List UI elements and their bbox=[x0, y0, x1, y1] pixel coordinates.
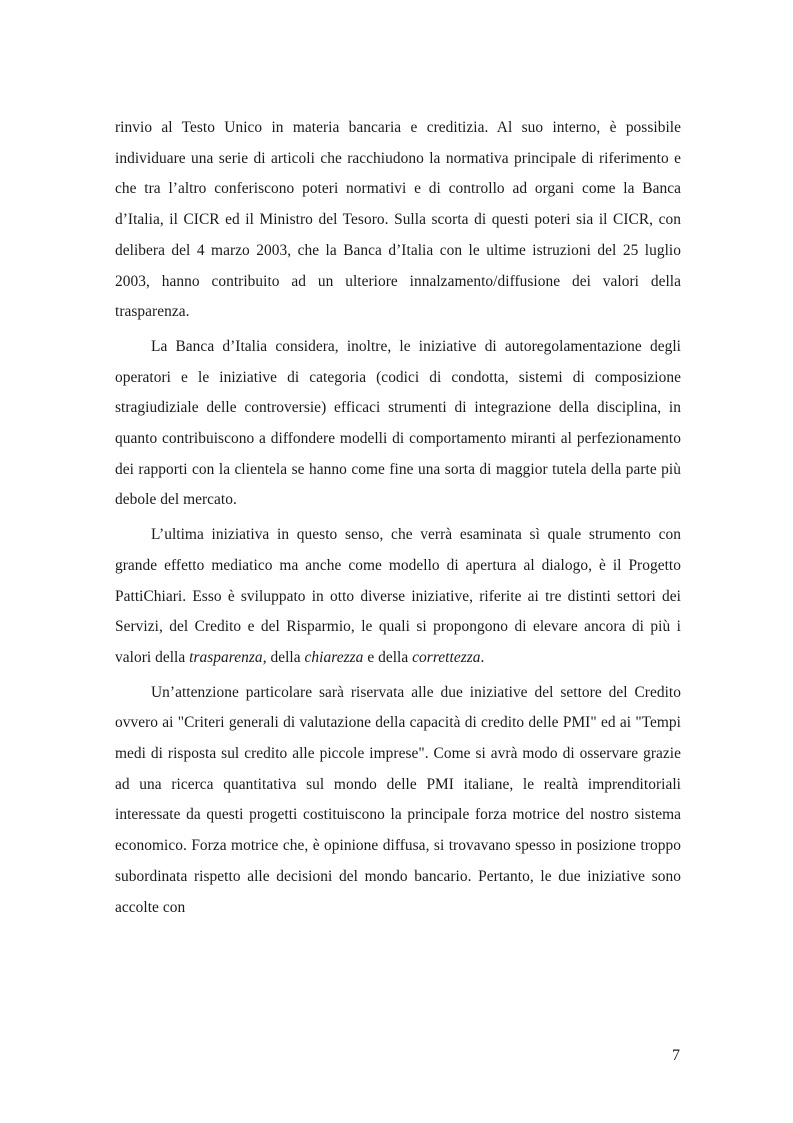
text-run: . bbox=[480, 648, 485, 666]
text-run: La Banca d’Italia considera, inoltre, le iniziative di autoregolamentazione degli operatori e le iniziative di categoria (codici di condotta, sistemi di composizione stragiudiziale delle controversie) efficaci strumenti di integrazione della disciplina, in quanto contribuiscono a diffondere modelli di comportamento miranti al perfezionamento dei rapporti con la clientela se hanno come fine una sorta di maggior tutela della parte più debole del mercato. bbox=[115, 337, 681, 509]
text-run: L’ultima iniziativa in questo senso, che verrà esaminata sì quale strumento con grande effetto mediatico ma anche come modello di apertura al dialogo, è il Progetto PattiChiari. Esso è sviluppato in otto diverse iniziative, riferite ai tre distinti settori dei Servizi, del Credito e del Risparmio, le quali si propongono di elevare ancora di più i valori della bbox=[115, 526, 681, 666]
paragraph-3 bbox=[115, 520, 681, 674]
italic-term: correttezza bbox=[412, 648, 481, 666]
paragraph-2 bbox=[115, 332, 681, 516]
text-run: Un’attenzione particolare sarà riservata alle due iniziative del settore del Credito ovvero ai "Criteri generali di valutazione della capacità di credito delle PMI" ed ai "Tempi medi di risposta sul credito alle piccole imprese". Come si avrà modo di osservare grazie ad una ricerca quantitativa sul mondo delle PMI italiane, le realtà imprenditoriali interessate da questi progetti costituiscono la principale forza motrice del nostro sistema economico. Forza motrice che, è opinione diffusa, si trovavano spesso in posizione troppo subordinata rispetto alle decisioni del mondo bancario. Pertanto, le due iniziative sono accolte con bbox=[115, 683, 681, 916]
italic-term: trasparenza bbox=[189, 648, 263, 666]
text-run: , della bbox=[262, 648, 305, 666]
italic-term: chiarezza bbox=[304, 648, 364, 666]
text-run: e della bbox=[363, 648, 413, 666]
body-text bbox=[115, 113, 681, 927]
paragraph-4 bbox=[115, 678, 681, 924]
page-number: 7 bbox=[672, 1047, 680, 1064]
text-run: rinvio al Testo Unico in materia bancaria e creditizia. Al suo interno, è possibile individuare una serie di articoli che racchiudono la normativa principale di riferimento e che tra l’altro conferiscono poteri normativi e di controllo ad organi come la Banca d’Italia, il CICR ed il Ministro del Tesoro. Sulla scorta di questi poteri sia il CICR, con delibera del 4 marzo 2003, che la Banca d’Italia con le ultime istruzioni del 25 luglio 2003, hanno contribuito ad un ulteriore innalzamento/diffusione dei valori della trasparenza. bbox=[115, 119, 681, 321]
paragraph-1 bbox=[115, 113, 681, 328]
